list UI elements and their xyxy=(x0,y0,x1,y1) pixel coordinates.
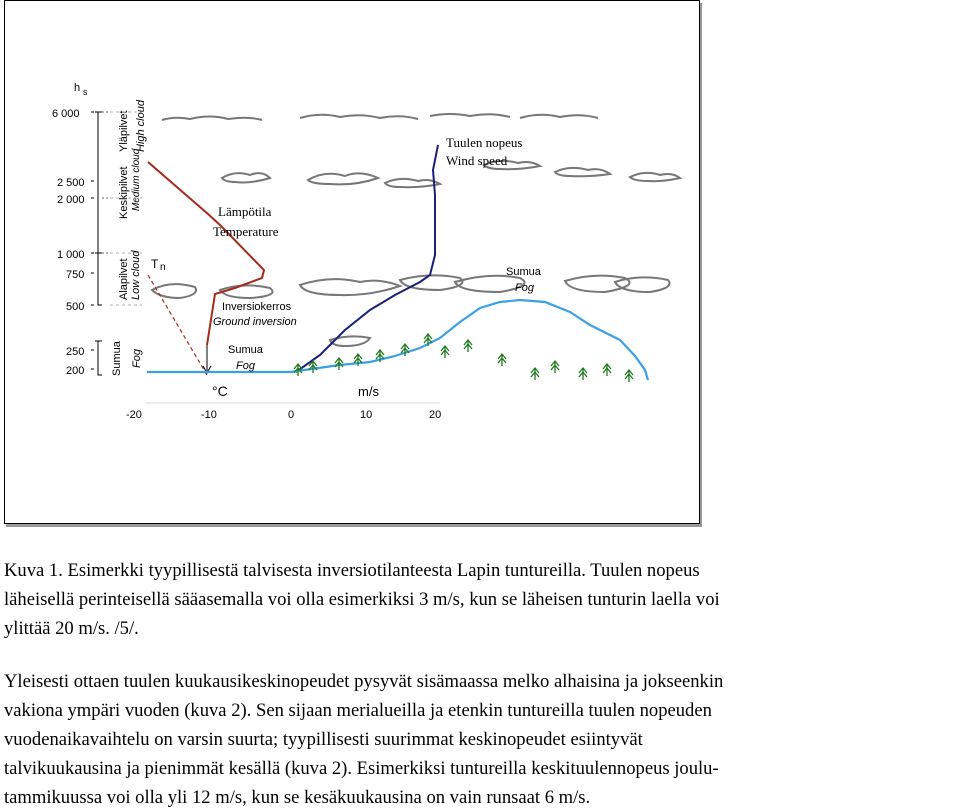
layer-high-en: High cloud xyxy=(135,100,147,152)
height-axis-symbol: h xyxy=(74,82,81,94)
x-tick-minus20: -20 xyxy=(126,409,142,421)
medium-cloud xyxy=(385,179,440,187)
high-cloud xyxy=(300,115,418,119)
layer-fog-en: Fog xyxy=(131,349,143,368)
tn-label: T xyxy=(151,257,159,271)
trees xyxy=(294,334,633,382)
x-tick-0: 0 xyxy=(288,409,295,421)
figure-caption xyxy=(4,556,956,643)
paragraph-line: vuodenaikavaihtelu on varsin suurta; tyypillisesti suurimmat keskinopeudet esiintyvät xyxy=(4,729,643,750)
high-cloud xyxy=(162,117,262,121)
height-tick-2500: 2 500 xyxy=(57,177,85,189)
fog-high-label-en: Fog xyxy=(515,282,534,294)
x-axis xyxy=(126,383,441,421)
temperature-label-en: Temperature xyxy=(213,224,279,239)
height-axis xyxy=(52,82,94,377)
fog-low-label-fi: Sumua xyxy=(228,344,263,356)
height-tick-500: 500 xyxy=(66,301,85,313)
inversion-label-en: Ground inversion xyxy=(213,316,297,328)
tree-icon xyxy=(603,364,611,376)
tn-subscript: n xyxy=(160,262,166,273)
paragraph-line: tammikuussa voi olla yli 12 m/s, kun se kesäkuukausina on vain runsaat 6 m/s. xyxy=(4,787,591,808)
layer-high-fi: Yläpilvet xyxy=(118,110,130,152)
layer-medium-en: Medium cloud xyxy=(131,148,142,211)
caption-line: Kuva 1. Esimerkki tyypillisestä talvisesta inversiotilanteesta Lapin tuntureilla. Tuulen nopeus xyxy=(4,560,700,581)
wind-label-fi: Tuulen nopeus xyxy=(446,135,523,150)
tree-icon xyxy=(625,370,633,382)
tree-icon xyxy=(464,340,472,352)
height-tick-200: 200 xyxy=(66,365,85,377)
tree-icon xyxy=(531,368,539,380)
wind-unit: m/s xyxy=(358,384,379,399)
height-tick-250: 250 xyxy=(66,346,85,358)
body-paragraph xyxy=(4,667,956,812)
medium-cloud xyxy=(630,173,680,181)
fog-low-label-en: Fog xyxy=(236,360,255,372)
low-cloud xyxy=(220,285,273,298)
layer-low-en: Low cloud xyxy=(130,250,142,300)
low-cloud xyxy=(615,277,670,292)
caption-line: ylittää 20 m/s. /5/. xyxy=(4,618,139,639)
height-axis-subscript: s xyxy=(83,87,88,97)
medium-cloud xyxy=(308,173,378,184)
caption-line: läheisellä perinteisellä sääasemalla voi olla esimerkiksi 3 m/s, kun se läheisen tunturin laella voi xyxy=(4,589,720,610)
layer-medium-fi: Keskipilvet xyxy=(118,166,130,219)
tree-icon xyxy=(551,361,559,373)
height-tick-750: 750 xyxy=(66,269,85,281)
wind-label-en: Wind speed xyxy=(446,153,508,168)
layer-fog-fi: Sumua xyxy=(111,341,123,376)
temperature-dashed-line xyxy=(148,275,207,375)
high-cloud xyxy=(430,114,510,117)
x-tick-10: 10 xyxy=(360,409,373,421)
height-tick-2000: 2 000 xyxy=(57,194,85,206)
temperature-unit: °C xyxy=(212,383,228,399)
high-cloud xyxy=(520,115,598,118)
cloud-layer-brackets xyxy=(95,112,108,375)
paragraph-line: Yleisesti ottaen tuulen kuukausikeskinopeudet pysyvät sisämaassa melko alhaisina ja jokseenkin xyxy=(4,671,724,692)
medium-cloud xyxy=(555,168,610,176)
layer-low-fi: Alapilvet xyxy=(118,258,130,300)
temperature-label-fi: Lämpötila xyxy=(218,204,272,219)
tree-icon xyxy=(579,368,587,380)
x-tick-minus10: -10 xyxy=(201,409,217,421)
height-tick-6000: 6 000 xyxy=(52,108,80,120)
tree-icon xyxy=(498,354,506,366)
paragraph-line: vakiona ympäri vuoden (kuva 2). Sen sijaan merialueilla ja etenkin tuntureilla tuulen nopeuden xyxy=(4,700,712,721)
fog-high-label-fi: Sumua xyxy=(506,266,541,278)
cloud-layer-labels xyxy=(111,99,147,376)
medium-cloud xyxy=(222,173,270,182)
low-cloud xyxy=(565,276,630,292)
paragraph-line: talvikuukausina ja pienimmät kesällä (kuva 2). Esimerkiksi tuntureilla keskituulennopeus joulu- xyxy=(4,758,719,779)
low-cloud xyxy=(300,279,400,295)
inversion-label-fi: Inversiokerros xyxy=(222,301,292,313)
low-cloud xyxy=(152,284,196,298)
height-tick-1000: 1 000 xyxy=(57,249,85,261)
x-tick-20: 20 xyxy=(429,409,442,421)
tree-icon xyxy=(441,346,449,358)
